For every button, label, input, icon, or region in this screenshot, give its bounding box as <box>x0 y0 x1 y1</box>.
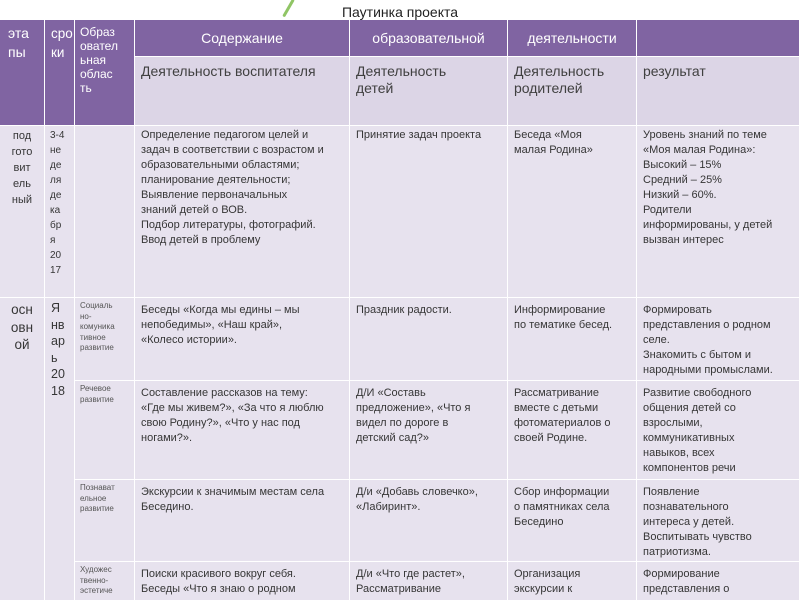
header-terms: сро ки <box>45 20 75 126</box>
cell-children-activity: Д/И «Составь предложение», «Что я видел по дороге в детский сад?» <box>350 381 508 480</box>
header-content-part-3: деятельности <box>508 20 637 57</box>
header-content-part-2: образовательной <box>350 20 508 57</box>
area-speech: Речевое развитие <box>75 381 135 480</box>
cell-parents-activity: Рассматривание вместе с детьми фотоматериалов о своей Родине. <box>508 381 637 480</box>
cell-parents-activity: Беседа «Моя малая Родина» <box>508 126 637 298</box>
cell-result: Развитие свободного общения детей со взрослыми, коммуникативных навыков, всех компонентов речи <box>637 381 800 480</box>
cell-parents-activity: Организация экскурсии к <box>508 562 637 600</box>
area-cognitive: Познават ельное развитие <box>75 480 135 562</box>
cell-educator-activity: Беседы «Когда мы едины – мы непобедимы», «Наш край», «Колесо истории». <box>135 298 350 381</box>
area-artistic-aesthetic: Художес твенно- эстетиче <box>75 562 135 600</box>
project-table <box>0 20 800 600</box>
header-empty-cell <box>637 20 800 57</box>
stage-main: осн овн ой <box>0 298 45 600</box>
header-content-part-1: Содержание <box>135 20 350 57</box>
cell-children-activity: Праздник радости. <box>350 298 508 381</box>
cell-children-activity: Д/и «Что где растет», Рассматривание <box>350 562 508 600</box>
cell-parents-activity: Сбор информации о памятниках села Беседино <box>508 480 637 562</box>
header-educational-area: Образ овател ьная облас ть <box>75 20 135 126</box>
column-header-parents: Деятельность родителей <box>508 57 637 126</box>
column-header-educator: Деятельность воспитателя <box>135 57 350 126</box>
cell-educator-activity: Определение педагогом целей и задач в соответствии с возрастом и образовательными областями; планирование деятельности; Выявление первоначальных знаний детей о ВОВ. Подбор литературы, фотографий. Ввод детей в проблему <box>135 126 350 298</box>
slide-title: Паутинка проекта <box>341 4 459 20</box>
cell-children-activity: Д/и «Добавь словечко», «Лабиринт». <box>350 480 508 562</box>
cell-result: Уровень знаний по теме «Моя малая Родина»: Высокий – 15% Средний – 25% Низкий – 60%. Родители информированы, у детей вызван интерес <box>637 126 800 298</box>
cell-result: Появление познавательного интереса у детей. Воспитывать чувство патриотизма. <box>637 480 800 562</box>
term-main: Я нв ар ь 20 18 <box>45 298 75 600</box>
cell-parents-activity: Информирование по тематике бесед. <box>508 298 637 381</box>
cell-result: Формировать представления о родном селе. Знакомить с бытом и народными промыслами. <box>637 298 800 381</box>
cell-educator-activity: Экскурсии к значимым местам села Беседино. <box>135 480 350 562</box>
cell-result: Формирование представления о <box>637 562 800 600</box>
term-preparatory: 3-4 не де ля де ка бр я 20 17 <box>45 126 75 298</box>
area-social-communicative: Социаль но- комуника тивное развитие <box>75 298 135 381</box>
column-header-result: результат <box>637 57 800 126</box>
stage-preparatory: под гото вит ель ный <box>0 126 45 298</box>
header-stages: эта пы <box>0 20 45 126</box>
cell-educator-activity: Поиски красивого вокруг себя. Беседы «Что я знаю о родном <box>135 562 350 600</box>
column-header-children: Деятельность детей <box>350 57 508 126</box>
cell-children-activity: Принятие задач проекта <box>350 126 508 298</box>
cell-educator-activity: Составление рассказов на тему: «Где мы живем?», «За что я люблю свою Родину?», «Что у нас под ногами?». <box>135 381 350 480</box>
area-cell-empty <box>75 126 135 298</box>
